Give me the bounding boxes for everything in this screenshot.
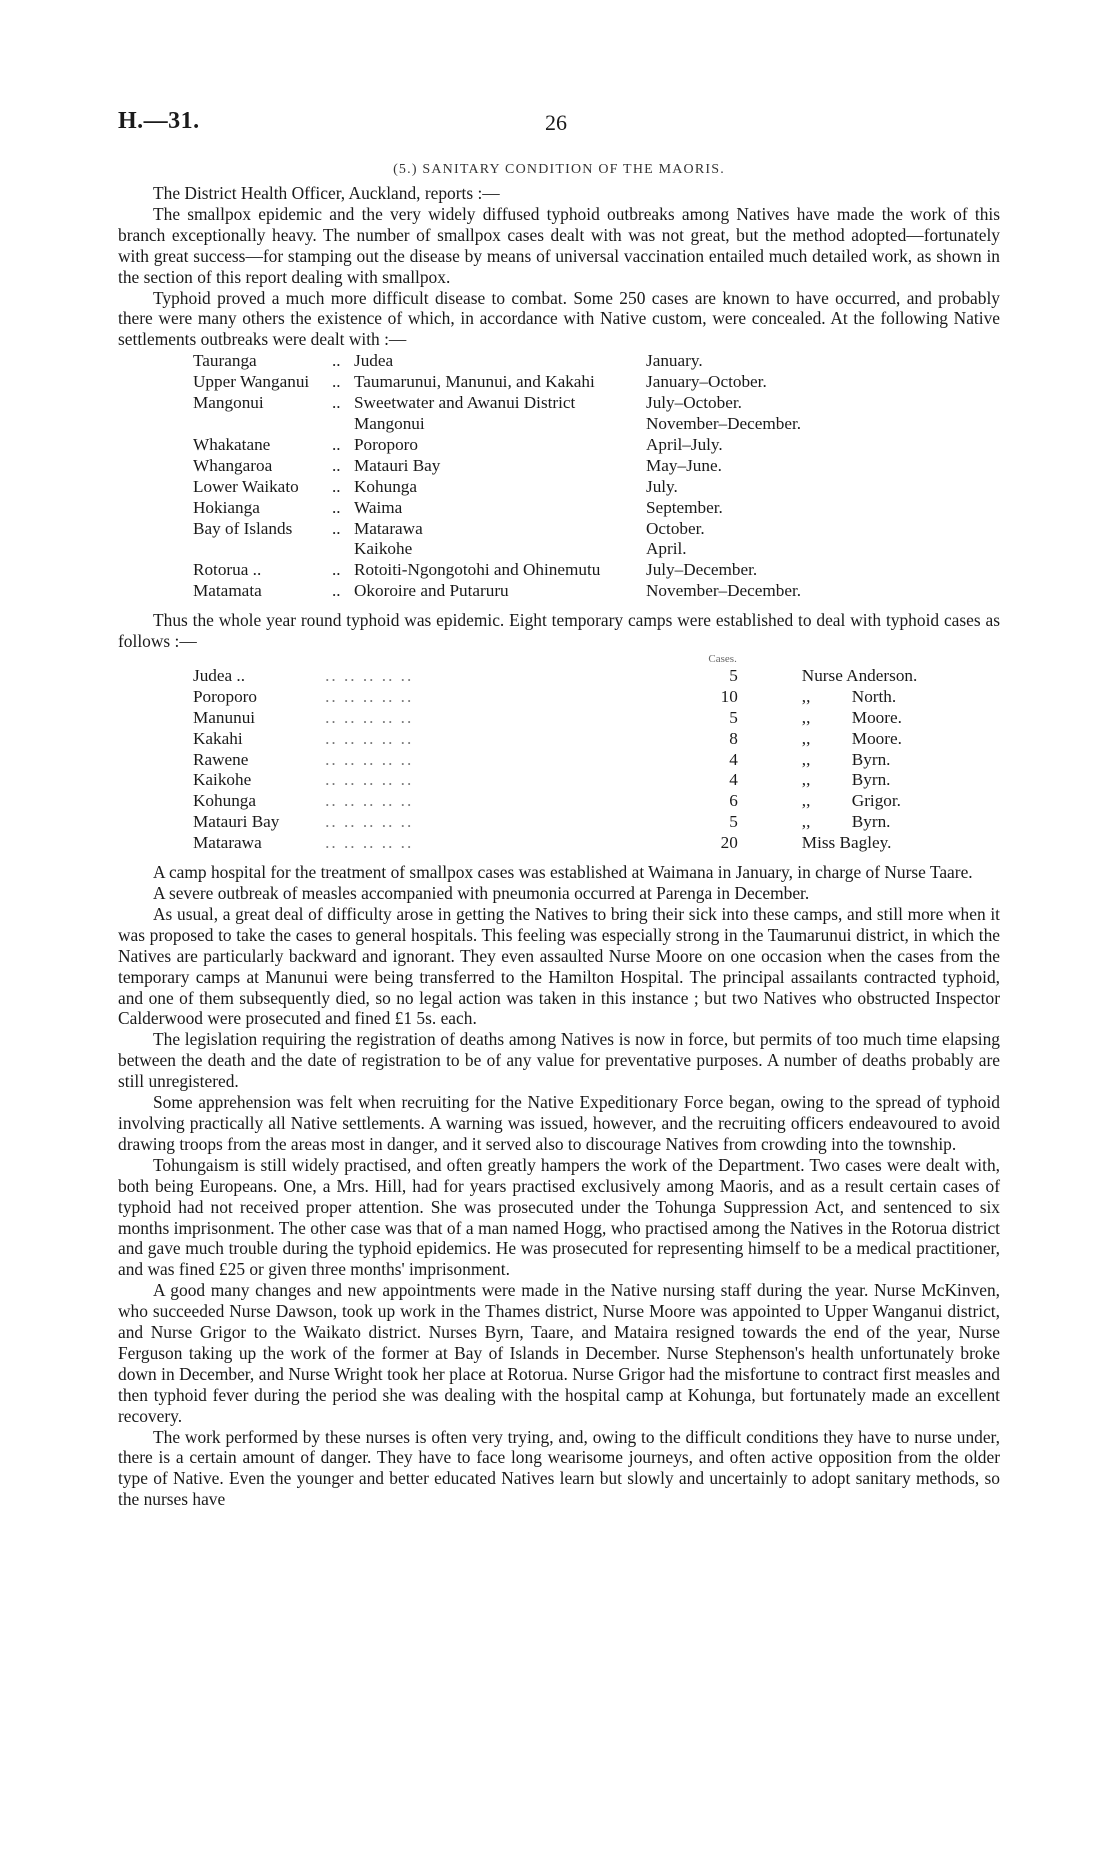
page-header — [118, 108, 1000, 144]
ditto-mark: ,, — [801, 707, 811, 727]
cases-cell: 4 — [729, 770, 738, 790]
leader-dots — [332, 539, 354, 560]
cases-cell: 5 — [729, 665, 738, 685]
nurse-cell — [746, 770, 1000, 791]
district-cell: Upper Wanganui — [193, 372, 310, 392]
nurse-name: Byrn. — [851, 749, 891, 769]
cases-cell: 8 — [729, 728, 738, 748]
period-cell: April–July. — [646, 434, 723, 454]
settlement-cell: Judea — [354, 351, 394, 371]
period-cell: May–June. — [646, 455, 722, 475]
settlement-cell: Okoroire and Putaruru — [354, 581, 509, 601]
nurse-name: Nurse Anderson. — [801, 665, 918, 685]
period-cell: January. — [646, 351, 703, 371]
camp-name-cell: Kaikohe — [193, 770, 252, 790]
ditto-mark: ,, — [801, 728, 811, 748]
nurse-cell — [746, 750, 1000, 771]
leader-dots: .. — [332, 497, 341, 517]
district-cell: Whakatane — [193, 434, 271, 454]
camp-row — [193, 833, 1000, 854]
camp-name-cell: Kohunga — [193, 791, 257, 811]
outbreak-row — [193, 560, 876, 581]
cases-column-header: Cases. — [708, 652, 737, 665]
camp-row — [193, 708, 1000, 729]
camp-name-cell: Matarawa — [193, 833, 262, 853]
outbreak-row — [193, 414, 876, 435]
settlement-cell: Waima — [354, 497, 403, 517]
body-paragraph: Some apprehension was felt when recruiting for the Native Expeditionary Force began, owing to the spread of typhoid involving practically all Native settlements. A warning was issued, however, and the recruiting officers endeavoured to avoid drawing troops from the areas most in danger, and it served also to discourage Natives from crowding into the township. — [118, 1092, 1000, 1154]
body-text — [118, 862, 1000, 1510]
nurse-cell — [746, 666, 1000, 687]
outbreak-row — [193, 519, 876, 540]
settlement-cell: Matauri Bay — [354, 455, 441, 475]
ditto-mark: ,, — [801, 686, 811, 706]
ditto-mark: ,, — [801, 749, 811, 769]
settlement-cell: Rotoiti-Ngongotohi and Ohinemutu — [354, 560, 601, 580]
ditto-mark: ,, — [801, 812, 811, 832]
ditto-mark: ,, — [801, 791, 811, 811]
period-cell: October. — [646, 518, 705, 538]
nurse-cell — [746, 708, 1000, 729]
period-cell: November–December. — [646, 413, 802, 433]
period-cell: November–December. — [646, 581, 802, 601]
leader-dots: .. — [332, 434, 341, 454]
leader-dots: .. — [332, 518, 341, 538]
outbreak-row — [193, 477, 876, 498]
outbreak-row — [193, 456, 876, 477]
leader-dots: .. .. .. .. .. — [325, 707, 414, 727]
nurse-name: Miss Bagley. — [801, 833, 892, 853]
settlement-cell: Poroporo — [354, 434, 418, 454]
outbreaks-table — [193, 351, 876, 602]
nurse-cell — [746, 833, 1000, 854]
nurse-name: Moore. — [851, 728, 902, 748]
period-cell: September. — [646, 497, 723, 517]
camps-intro-paragraph: Thus the whole year round typhoid was epidemic. Eight temporary camps were established to deal with typhoid cases as follows :— — [118, 610, 1000, 652]
leader-dots: .. .. .. .. .. — [325, 665, 414, 685]
period-cell: July–December. — [646, 560, 758, 580]
body-paragraph: A severe outbreak of measles accompanied with pneumonia occurred at Parenga in December. — [153, 883, 810, 903]
camp-row — [193, 770, 1000, 791]
settlement-cell: Mangonui — [354, 413, 425, 433]
nurse-name: Grigor. — [851, 791, 901, 811]
camp-name-cell: Judea .. — [193, 665, 246, 685]
leader-dots: .. — [332, 476, 341, 496]
intro-paragraph: The District Health Officer, Auckland, reports :— — [153, 183, 500, 203]
nurse-name: Byrn. — [851, 812, 891, 832]
district-cell: Mangonui — [193, 393, 264, 413]
page-content — [118, 108, 1000, 1510]
outbreak-row — [193, 498, 876, 519]
intro-paragraph: The smallpox epidemic and the very widely diffused typhoid outbreaks among Natives have made the work of this branch exceptionally heavy. The number of smallpox cases dealt with was not great, but the method adopted—fortunately with great success—for stamping out the disease by means of universal vaccination entailed much detailed work, as shown in the section of this report dealing with smallpox. — [118, 203, 1000, 287]
leader-dots: .. .. .. .. .. — [325, 728, 414, 748]
outbreak-row — [193, 435, 876, 456]
camps-header-row — [193, 652, 1000, 666]
nurse-cell — [746, 812, 1000, 833]
document-reference: H.—31. — [118, 108, 200, 134]
body-paragraph: Tohungaism is still widely practised, and often greatly hampers the work of the Department. Two cases were dealt with, both being Europeans. One, a Mrs. Hill, had for years practised exclusively among Maoris, and as a result certain cases of typhoid had not received proper attention. She was prosecuted under the Tohunga Suppression Act, and sentenced to six months imprisonment. The other case was that of a man named Hogg, who practised among the Natives in the Rotorua district and gave much trouble during the typhoid epidemics. He was prosecuted for representing himself to be a medical practitioner, and was fined £25 or given three months' imprisonment. — [118, 1154, 1000, 1280]
nurse-cell — [746, 687, 1000, 708]
camp-row — [193, 791, 1000, 812]
leader-dots: .. .. .. .. .. — [325, 833, 414, 853]
district-cell: Rotorua .. — [193, 560, 262, 580]
period-cell: April. — [646, 539, 687, 559]
settlement-cell: Sweetwater and Awanui District — [354, 393, 576, 413]
leader-dots: .. .. .. .. .. — [325, 749, 414, 769]
settlement-cell: Matarawa — [354, 518, 423, 538]
leader-dots: .. .. .. .. .. — [325, 770, 414, 790]
ditto-mark: ,, — [801, 770, 811, 790]
district-cell: Lower Waikato — [193, 476, 299, 496]
cases-cell: 5 — [729, 812, 738, 832]
cases-cell: 5 — [729, 707, 738, 727]
period-cell: January–October. — [646, 372, 767, 392]
leader-dots: .. .. .. .. .. — [325, 812, 414, 832]
leader-dots: .. — [332, 560, 341, 580]
leader-dots: .. — [332, 351, 341, 371]
period-cell: July–October. — [646, 393, 742, 413]
camp-name-cell: Matauri Bay — [193, 812, 280, 832]
district-cell — [193, 414, 332, 435]
camp-name-cell: Rawene — [193, 749, 249, 769]
leader-dots: .. .. .. .. .. — [325, 791, 414, 811]
district-cell: Bay of Islands — [193, 518, 293, 538]
cases-cell: 6 — [729, 791, 738, 811]
leader-dots — [332, 414, 354, 435]
body-paragraph: The legislation requiring the registration of deaths among Natives is now in force, but permits of too much time elapsing between the death and the date of registration to be of any value for preventative purposes. A number of deaths probably are still unregistered. — [118, 1029, 1000, 1092]
page-number: 26 — [545, 110, 567, 135]
outbreak-row — [193, 351, 876, 372]
camp-row — [193, 812, 1000, 833]
body-paragraph: A camp hospital for the treatment of smallpox cases was established at Waimana in January, in charge of Nurse Taare. — [153, 862, 973, 883]
cases-cell: 10 — [720, 686, 738, 706]
camp-name-cell: Poroporo — [193, 686, 257, 706]
nurse-name: Byrn. — [851, 770, 891, 790]
settlement-cell: Kohunga — [354, 476, 418, 496]
nurse-name: North. — [851, 686, 897, 706]
section-title: (5.) SANITARY CONDITION OF THE MAORIS. — [393, 162, 725, 177]
leader-dots: .. .. .. .. .. — [325, 686, 414, 706]
nurse-cell — [746, 791, 1000, 812]
district-cell: Matamata — [193, 581, 262, 601]
outbreak-row — [193, 393, 876, 414]
outbreak-row — [193, 581, 876, 602]
camp-name-cell: Manunui — [193, 707, 256, 727]
district-cell: Whangaroa — [193, 455, 273, 475]
cases-cell: 4 — [729, 749, 738, 769]
body-paragraph: As usual, a great deal of difficulty arose in getting the Natives to bring their sick into these camps, and still more when it was proposed to take the cases to general hospitals. This feeling was especially strong in the Taumarunui district, in which the Natives are particularly backward and ignorant. They even assaulted Nurse Moore on one occasion when the cases from the temporary camps at Manunui were being transferred to the Hamilton Hospital. The principal assailants contracted typhoid, and one of them subsequently died, so no legal action was taken in this instance ; but two Natives who obstructed Inspector Calderwood were prosecuted and fined £1 5s. each. — [118, 903, 1000, 1029]
camp-name-cell: Kakahi — [193, 728, 243, 748]
leader-dots: .. — [332, 455, 341, 475]
period-cell: July. — [646, 476, 678, 496]
district-cell: Tauranga — [193, 351, 257, 371]
cases-cell: 20 — [720, 833, 738, 853]
outbreak-row — [193, 539, 876, 560]
camp-row — [193, 687, 1000, 708]
nurse-name: Moore. — [851, 707, 902, 727]
settlement-cell: Taumarunui, Manunui, and Kakahi — [354, 372, 595, 392]
district-cell — [193, 539, 332, 560]
leader-dots: .. — [332, 581, 341, 601]
settlement-cell: Kaikohe — [354, 539, 413, 559]
body-paragraph: A good many changes and new appointments were made in the Native nursing staff during the year. Nurse McKinven, who succeeded Nurse Dawson, took up work in the Thames district, Nurse Moore was appointed to Upper Wanganui district, and Nurse Grigor to the Waikato district. Nurses Byrn, Taare, and Mataira resigned towards the end of the year, Nurse Ferguson taking up the work of the former at Bay of Islands in December. Nurse Stephenson's health unfortunately broke down in December, and Nurse Wright took her place at Rotorua. Nurse Grigor had the misfortune to contract first measles and then typhoid fever during the period she was dealing with the hospital camp at Kohunga, but fortunately made an excellent recovery. — [118, 1280, 1000, 1426]
leader-dots: .. — [332, 393, 341, 413]
body-paragraph: The work performed by these nurses is often very trying, and, owing to the difficult conditions they have to nurse under, there is a certain amount of danger. They have to face long wearisome journeys, and often active opposition from the older type of Native. Even the younger and better educated Natives learn but slowly and uncertainly to adopt sanitary methods, so the nurses have — [118, 1426, 1000, 1510]
camps-table — [193, 652, 1000, 854]
camp-row — [193, 729, 1000, 750]
leader-dots: .. — [332, 372, 341, 392]
camp-row — [193, 750, 1000, 771]
intro-paragraph: Typhoid proved a much more difficult disease to combat. Some 250 cases are known to have occurred, and probably there were many others the existence of which, in accordance with Native custom, were concealed. At the following Native settlements outbreaks were dealt with :— — [118, 287, 1000, 350]
outbreak-row — [193, 372, 876, 393]
district-cell: Hokianga — [193, 497, 260, 517]
camp-row — [193, 666, 1000, 687]
nurse-cell — [746, 729, 1000, 750]
